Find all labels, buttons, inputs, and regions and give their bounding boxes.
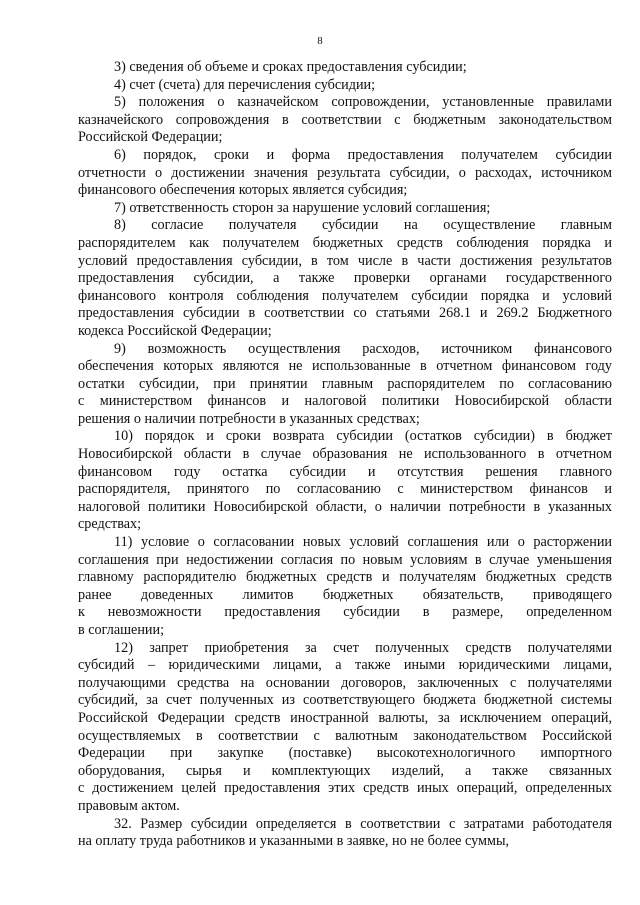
document-body: [78, 59, 612, 851]
text-line: субсидий – юридическими лицами, а также иными юридическими лицами,: [78, 657, 612, 674]
text-line: кодекса Российской Федерации;: [78, 322, 272, 339]
paragraph-point-32: [78, 816, 612, 851]
text-line: к невозможности предоставления субсидии в размере, определенном: [78, 604, 612, 621]
text-line: распорядителем как получателем бюджетных средств соблюдения порядка и: [78, 234, 612, 251]
text-line: 9) возможность осуществления расходов, источником финансового: [114, 340, 612, 357]
text-line: 8) согласие получателя субсидии на осуществление главным: [114, 217, 612, 234]
text-line: Российской Федерации;: [78, 129, 223, 146]
text-line: главному распорядителю бюджетных средств и получателям бюджетных средств: [78, 569, 612, 586]
text-line: субсидий, за счет полученных из соответствующего бюджета бюджетной системы: [78, 692, 612, 709]
text-line: 32. Размер субсидии определяется в соответствии с затратами работодателя: [114, 815, 612, 832]
page-number: 8: [317, 35, 323, 47]
paragraph-item-4: [78, 77, 612, 95]
text-line: 5) положения о казначейском сопровождении, установленные правилами: [114, 94, 612, 111]
text-line: предоставления субсидии в соответствии со статьями 268.1 и 269.2 Бюджетного: [78, 305, 612, 322]
text-line: финансового контроля соблюдения получателем субсидии порядка и условий: [78, 287, 612, 304]
text-line: отчетности о достижении значения результата субсидии, о расходах, источником: [78, 164, 612, 181]
text-line: Новосибирской области в случае образования не использованного в отчетном: [78, 446, 612, 463]
text-line: осуществляемых в соответствии с валютным законодательством Российской: [78, 727, 612, 744]
paragraph-item-3: [78, 59, 612, 77]
paragraph-item-7: [78, 200, 612, 218]
text-line: 10) порядок и сроки возврата субсидии (остатков субсидии) в бюджет: [114, 428, 612, 445]
text-line: 4) счет (счета) для перечисления субсидии;: [114, 76, 376, 93]
text-line: казначейского сопровождения в соответствии с бюджетным законодательством: [78, 111, 612, 128]
text-line: 3) сведения об объеме и сроках предоставления субсидии;: [114, 59, 467, 75]
paragraph-item-5: [78, 94, 612, 147]
text-line: налоговой политики Новосибирской области, о наличии потребности в указанных: [78, 498, 612, 515]
text-line: оборудования, сырья и комплектующих изделий, а также связанных: [78, 762, 612, 779]
text-line: 11) условие о согласовании новых условий соглашения или о расторжении: [114, 534, 612, 551]
text-line: предоставления субсидии, а также проверки органами государственного: [78, 270, 612, 287]
text-line: 7) ответственность сторон за нарушение условий соглашения;: [114, 199, 491, 216]
text-line: распорядителя, принятого по согласованию с министерством финансов и: [78, 481, 612, 498]
text-line: остатки субсидии, при принятии главным распорядителем по согласованию: [78, 375, 612, 392]
text-line: с министерством финансов и налоговой политики Новосибирской области: [78, 393, 612, 410]
paragraph-item-12: [78, 640, 612, 816]
text-line: Российской Федерации средств иностранной валюты, за исключением операций,: [78, 709, 612, 726]
paragraph-item-10: [78, 428, 612, 534]
paragraph-item-8: [78, 217, 612, 340]
text-line: в соглашении;: [78, 622, 165, 638]
paragraph-item-6: [78, 147, 612, 200]
text-line: получающими средства на основании договоров, заключенных с получателями: [78, 674, 612, 691]
text-line: Федерации при закупке (поставке) высокотехнологичного импортного: [78, 745, 612, 762]
text-line: средствах;: [78, 516, 142, 533]
text-line: 12) запрет приобретения за счет полученных средств получателями: [114, 639, 612, 656]
text-line: 6) порядок, сроки и форма предоставления получателем субсидии: [114, 146, 612, 163]
text-line: финансового обеспечения которых является субсидия;: [78, 182, 408, 199]
paragraph-item-11: [78, 534, 612, 640]
paragraph-item-9: [78, 341, 612, 429]
text-line: с достижением целей предоставления этих средств иных операций, определенных: [78, 780, 612, 797]
text-line: соглашения при недостижении согласия по новым условиям в случае уменьшения: [78, 551, 612, 568]
text-line: ранее доведенных лимитов бюджетных обязательств, приводящего: [78, 586, 612, 603]
text-line: обеспечения которых являются не использованные в отчетном финансовом году: [78, 358, 612, 375]
text-line: на оплату труда работников и указанными в заявке, но не более суммы,: [78, 833, 510, 850]
text-line: решения о наличии потребности в указанных средствах;: [78, 410, 420, 427]
text-line: правовым актом.: [78, 797, 180, 814]
text-line: условий предоставления субсидии, в том числе в части достижения результатов: [78, 252, 612, 269]
text-line: финансовом году остатка субсидии и отсутствия решения главного: [78, 463, 612, 480]
